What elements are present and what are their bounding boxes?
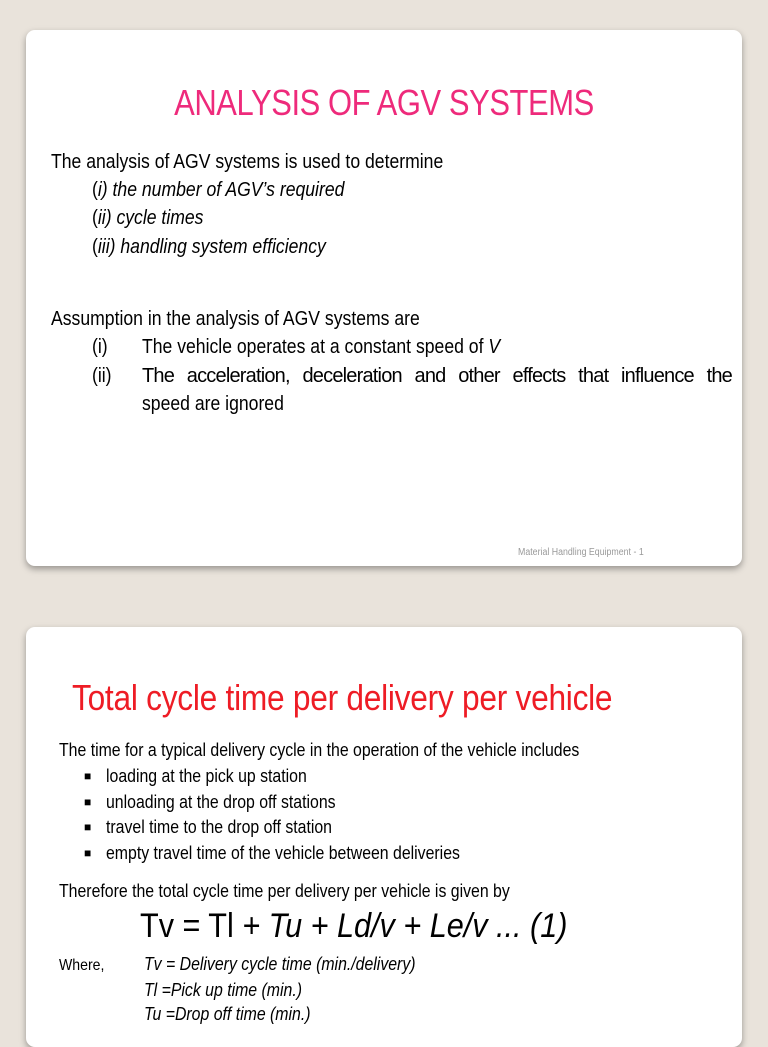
therefore-text: Therefore the total cycle time per delivery per vehicle is given by bbox=[59, 881, 510, 901]
slide-analysis-of-agv-systems bbox=[26, 30, 742, 566]
assumption-text: The acceleration, deceleration and other effects that influence the bbox=[142, 365, 732, 387]
assumption-marker: (i) bbox=[92, 336, 108, 358]
bullet-icon: ■ bbox=[84, 769, 92, 783]
slide-footer: Material Handling Equipment - 1 bbox=[518, 547, 644, 558]
definition-item: Tv = Delivery cycle time (min./delivery) bbox=[144, 954, 416, 974]
determination-item: (iii) handling system efficiency bbox=[92, 236, 326, 258]
slide-title: ANALYSIS OF AGV SYSTEMS bbox=[174, 82, 594, 123]
bullet-item: ■ unloading at the drop off stations bbox=[84, 792, 336, 812]
bullet-icon: ■ bbox=[84, 846, 92, 860]
assumption-text-continued: speed are ignored bbox=[142, 393, 284, 415]
bullet-item: ■ loading at the pick up station bbox=[84, 766, 307, 786]
definition-item: Tu =Drop off time (min.) bbox=[144, 1004, 311, 1024]
assumption-text: The vehicle operates at a constant speed of V bbox=[142, 336, 501, 358]
intro-text: The analysis of AGV systems is used to determine bbox=[51, 151, 444, 173]
bullet-icon: ■ bbox=[84, 795, 92, 809]
definition-item: Tl =Pick up time (min.) bbox=[144, 980, 303, 1000]
determination-item: (ii) cycle times bbox=[92, 207, 204, 229]
determination-item: (i) the number of AGV’s required bbox=[92, 179, 345, 201]
slide-title: Total cycle time per delivery per vehicle bbox=[72, 677, 613, 718]
assumption-marker: (ii) bbox=[92, 365, 112, 387]
bullet-item: ■ empty travel time of the vehicle between deliveries bbox=[84, 843, 460, 863]
slide-total-cycle-time bbox=[26, 627, 742, 1047]
intro-text: The time for a typical delivery cycle in the operation of the vehicle includes bbox=[59, 740, 580, 760]
where-label: Where, bbox=[59, 957, 105, 974]
assumption-intro: Assumption in the analysis of AGV systems are bbox=[51, 308, 420, 330]
bullet-icon: ■ bbox=[84, 820, 92, 834]
bullet-item: ■ travel time to the drop off station bbox=[84, 817, 332, 837]
cycle-time-equation: Tv = Tl + Tu + Ld/v + Le/v ... (1) bbox=[140, 907, 568, 945]
